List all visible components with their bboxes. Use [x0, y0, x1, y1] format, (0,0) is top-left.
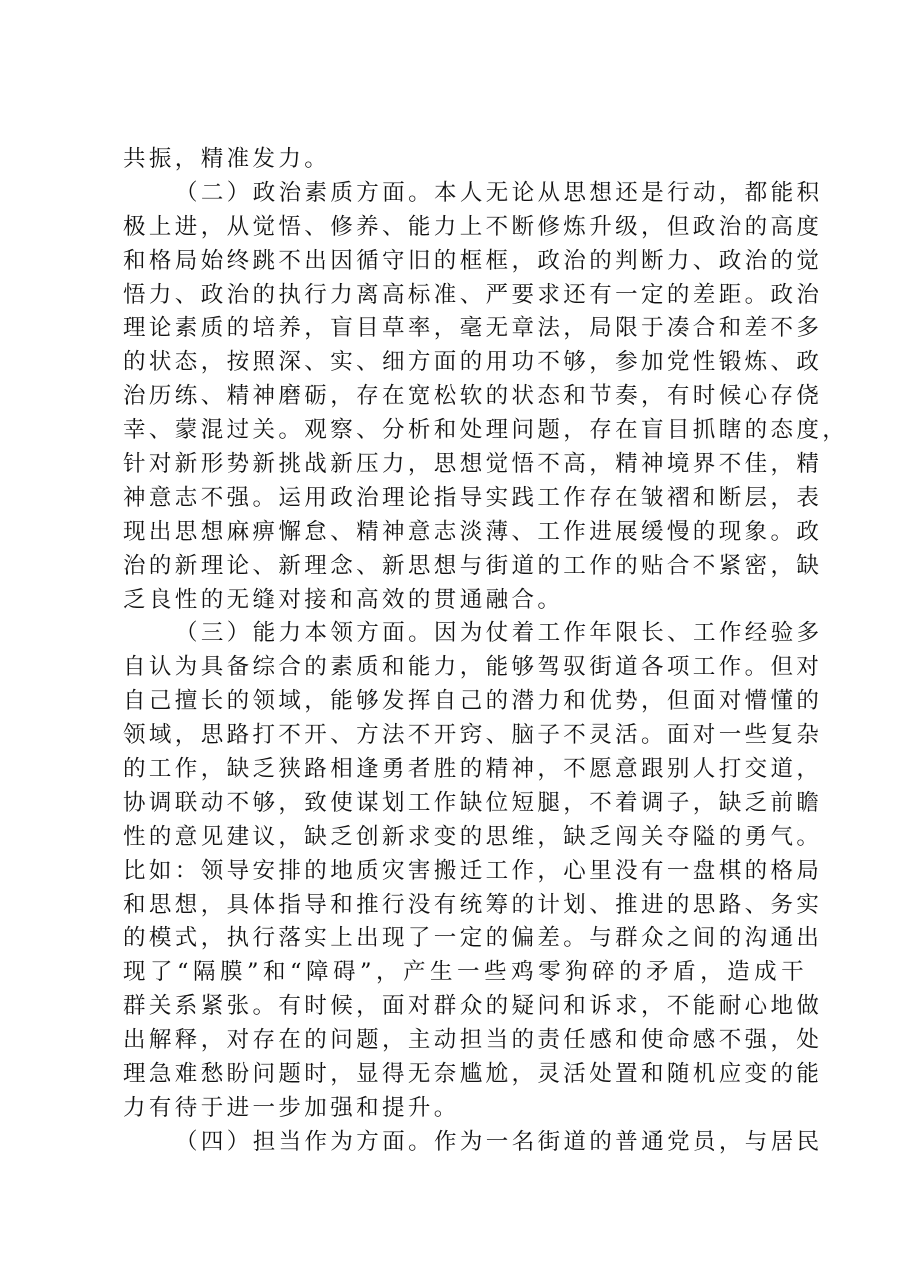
text-line: 幸、蒙混过关。观察、分析和处理问题，存在盲目抓瞎的态度， [123, 417, 849, 444]
text-line: 比如：领导安排的地质灾害搬迁工作，心里没有一盘棋的格局 [123, 857, 823, 884]
text-line: 治历练、精神磨砺，存在宽松软的状态和节奏，有时候心存侥 [123, 383, 823, 410]
text-line: 理急难愁盼问题时，显得无奈尴尬，灵活处置和随机应变的能 [123, 1061, 823, 1088]
text-line: 共振，精准发力。 [123, 146, 331, 172]
text-line: 现出思想麻痹懈怠、精神意志淡薄、工作进展缓慢的现象。政 [123, 518, 823, 545]
text-line: （二）政治素质方面。本人无论从思想还是行动，都能积 [175, 179, 823, 206]
text-line: 现了“隔膜”和“障碍”，产生一些鸡零狗碎的矛盾，造成干 [123, 959, 807, 986]
text-line: 力有待于进一步加强和提升。 [123, 1094, 460, 1121]
text-line: 性的意见建议，缺乏创新求变的思维，缺乏闯关夺隘的勇气。 [123, 823, 823, 850]
text-line: 自认为具备综合的素质和能力，能够驾驭街道各项工作。但对 [123, 654, 823, 681]
text-line: 针对新形势新挑战新压力，思想觉悟不高，精神境界不佳，精 [123, 451, 823, 478]
text-line: 的模式，执行落实上出现了一定的偏差。与群众之间的沟通出 [123, 925, 823, 952]
text-line: 的状态，按照深、实、细方面的用功不够，参加党性锻炼、政 [123, 349, 823, 376]
text-line: 理论素质的培养，盲目草率，毫无章法，局限于凑合和差不多 [123, 315, 823, 342]
text-line: 和格局始终跳不出因循守旧的框框，政治的判断力、政治的觉 [123, 247, 823, 274]
text-line: 乏良性的无缝对接和高效的贯通融合。 [123, 586, 564, 613]
text-line: 自己擅长的领域，能够发挥自己的潜力和优势，但面对懵懂的 [123, 688, 823, 715]
text-line: 协调联动不够，致使谋划工作缺位短腿，不着调子，缺乏前瞻 [123, 789, 823, 816]
body-text [123, 143, 849, 1160]
text-line: 悟力、政治的执行力离高标准、严要求还有一定的差距。政治 [123, 281, 823, 308]
text-line: 极上进，从觉悟、修养、能力上不断修炼升级，但政治的高度 [123, 213, 823, 240]
text-line: 的工作，缺乏狭路相逢勇者胜的精神，不愿意跟别人打交道， [123, 756, 823, 783]
text-line: 群关系紧张。有时候，面对群众的疑问和诉求，不能耐心地做 [123, 993, 823, 1020]
text-line: 领域，思路打不开、方法不开窍、脑子不灵活。面对一些复杂 [123, 722, 823, 749]
text-line: （四）担当作为方面。作为一名街道的普通党员，与居民 [175, 1128, 823, 1155]
text-line: （三）能力本领方面。因为仗着工作年限长、工作经验多 [175, 620, 823, 647]
text-line: 出解释，对存在的问题，主动担当的责任感和使命感不强，处 [123, 1027, 823, 1054]
text-line: 神意志不强。运用政治理论指导实践工作存在皱褶和断层，表 [123, 484, 823, 511]
text-line: 治的新理论、新理念、新思想与街道的工作的贴合不紧密，缺 [123, 552, 823, 579]
text-line: 和思想，具体指导和推行没有统筹的计划、推进的思路、务实 [123, 891, 823, 918]
